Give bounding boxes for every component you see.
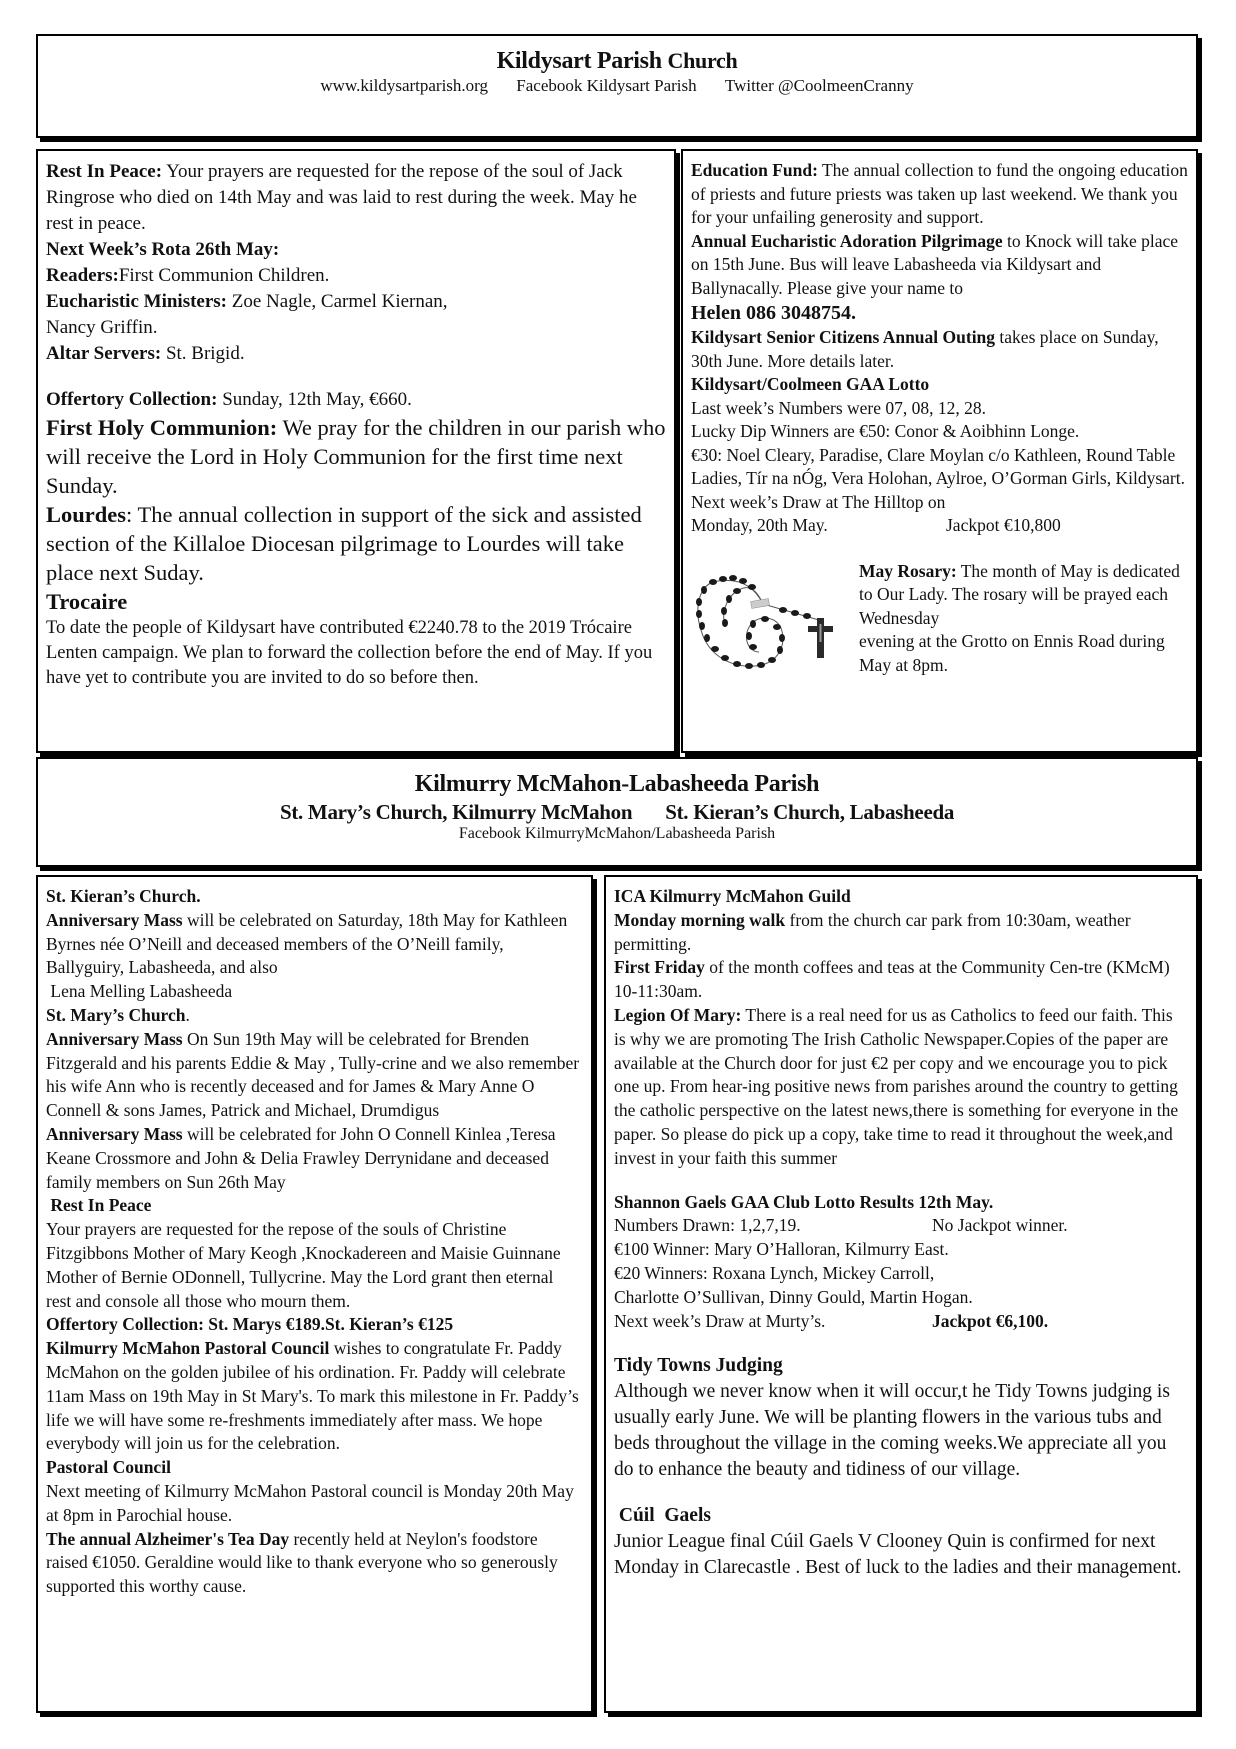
rota-servers: Altar Servers: St. Brigid. <box>46 343 245 364</box>
cuil-gaels-text: Junior League final Cúil Gaels V Clooney Quin is confirmed for next Monday in Clarecastle . Best of luck to the ladies and their management. <box>614 1531 1182 1579</box>
shannon-gaels-next-row: Next week’s Draw at Murty’s. Jackpot €6,100. <box>614 1310 1049 1331</box>
cuil-gaels-title: Cúil Gaels <box>614 1505 711 1527</box>
gaa-lotto-next: Next week’s Draw at The Hilltop on <box>691 491 946 512</box>
no-jackpot: No Jackpot winner. <box>932 1215 1068 1236</box>
gaa-lotto-winners-30: €30: Noel Cleary, Paradise, Clare Moylan c/o Kathleen, Round Table Ladies, Tír na nÓg, Vera Holohan, Aylroe, O’Gorman Girls, Kildysart. <box>691 444 1185 488</box>
twitter-link[interactable]: Twitter @CoolmeenCranny <box>724 76 914 95</box>
rota-readers: Readers:First Communion Children. <box>46 265 330 286</box>
trocaire-text: To date the people of Kildysart have contributed €2240.78 to the 2019 Trócaire Lenten campaign. We plan to forward the collection before the end of May. If you have yet to contribute you are invited to do so before then. <box>46 618 653 688</box>
gaa-lotto-winners: Lucky Dip Winners are €50: Conor & Aoibhinn Longe. <box>691 421 1080 441</box>
trocaire-title: Trocaire <box>46 589 128 614</box>
kildysart-links <box>38 76 1196 96</box>
pastoral-council-jubilee: Kilmurry McMahon Pastoral Council wishes to congratulate Fr. Paddy McMahon on the golden jubilee of his ordination. Fr. Paddy will celebrate 11am Mass on 19th May in St Mary's. To mark this milestone in Fr. Paddy’s life we will have some re-freshments immediately after mass. We hope everybody will join us for the celebration. <box>46 1338 579 1454</box>
rip-notice: Rest In Peace: Your prayers are requested for the repose of the soul of Jack Ringrose who died on 14th May and was laid to rest during the week. May he rest in peace. <box>46 161 637 234</box>
offertory-collection: Offertory Collection: Sunday, 12th May, €660. <box>46 389 412 410</box>
shannon-gaels-20-cont: Charlotte O’Sullivan, Dinny Gould, Martin Hogan. <box>614 1286 973 1307</box>
anniversary-mass-3: Anniversary Mass will be celebrated for John O Connell Kinlea ,Teresa Keane Crossmore and John & Delia Frawley Derrynidane and deceased family members on Sun 26th May <box>46 1123 556 1192</box>
kilmurry-facebook-link[interactable]: Facebook KilmurryMcMahon/Labasheeda Parish <box>458 825 776 842</box>
st-kierans-title: St. Kieran’s Church. <box>46 886 201 906</box>
church-st-kierans: St. Kieran’s Church, Labasheeda <box>665 800 955 824</box>
first-holy-communion: First Holy Communion: We pray for the children in our parish who will receive the Lord in Holy Communion for the first time next Sunday. <box>46 415 666 498</box>
kildysart-header <box>36 34 1198 138</box>
kilmurry-right-column <box>604 875 1198 1713</box>
rosary-icon <box>691 560 851 680</box>
kilmurry-churches <box>38 800 1196 825</box>
anniversary-mass-1-cont: Lena Melling Labasheeda <box>46 981 233 1002</box>
gaa-lotto-date-row: Monday, 20th May. Jackpot €10,800 <box>691 515 1061 535</box>
alzheimers-tea-day: The annual Alzheimer's Tea Day recently held at Neylon's foodstore raised €1050. Geraldine would like to thank everyone who so generously supported this worthy cause. <box>46 1528 558 1597</box>
shannon-gaels-jackpot: Jackpot €6,100. <box>932 1310 1049 1331</box>
gaa-lotto-numbers: Last week’s Numbers were 07, 08, 12, 28. <box>691 397 987 418</box>
kilmurry-left-column <box>36 875 593 1713</box>
kildysart-left-column <box>36 149 676 753</box>
shannon-gaels-100: €100 Winner: Mary O’Halloran, Kilmurry East. <box>614 1239 949 1260</box>
spacer <box>614 1483 1188 1503</box>
rota-ministers: Eucharistic Ministers: Zoe Nagle, Carmel Kiernan, <box>46 291 448 312</box>
may-rosary-text: May Rosary: The month of May is dedicated to Our Lady. The rosary will be prayed each Wednesday evening at the Grotto on Ennis Road during May at 8pm. <box>859 560 1180 675</box>
education-fund: Education Fund: The annual collection to fund the ongoing education of priests and future priests was taken up last weekend. We thank you for your unfailing generosity and support. <box>691 160 1188 227</box>
spacer <box>614 1171 1188 1191</box>
kilmurry-header <box>36 757 1198 867</box>
knock-pilgrimage: Annual Eucharistic Adoration Pilgrimage to Knock will take place on 15th June. Bus will leave Labasheeda via Kildysart and Ballynacally. Please give your name to <box>691 230 1179 298</box>
church-st-marys: St. Mary’s Church, Kilmurry McMahon <box>279 800 633 824</box>
tidy-towns-title: Tidy Towns Judging <box>614 1355 783 1377</box>
anniversary-mass-1: Anniversary Mass will be celebrated on Saturday, 18th May for Kathleen Byrnes née O’Neill and deceased members of the O’Neill family, Ballyguiry, Labasheeda, and also <box>46 909 568 978</box>
spacer <box>46 367 666 387</box>
rip-text: Your prayers are requested for the repose of the souls of Christine Fitzgibbons Mother of Mary Keogh ,Knockadereen and Maisie Guinnane Mother of Bernie ODonnell, Tullycrine. May the Lord grant then eternal rest and console all those who mourn them. <box>46 1219 561 1311</box>
rota-ministers-cont: Nancy Griffin. <box>46 317 158 338</box>
spacer <box>614 1333 1188 1353</box>
rota-title: Next Week’s Rota 26th May: <box>46 239 280 260</box>
tidy-towns-text: Although we never know when it will occur,t he Tidy Towns judging is usually early June. We will be planting flowers in the various tubs and beds throughout the village in the coming weeks.We appreciate all you do to enhance the beauty and tidiness of our village. <box>614 1381 1170 1481</box>
kildysart-title <box>38 48 1196 75</box>
may-rosary <box>691 560 1188 680</box>
offertory-collection-kilmurry: Offertory Collection: St. Marys €189.St. Kieran’s €125 <box>46 1314 454 1335</box>
kildysart-right-column <box>681 149 1198 753</box>
lourdes-notice: Lourdes: The annual collection in support of the sick and assisted section of the Killaloe Diocesan pilgrimage to Lourdes will take place next Suday. <box>46 502 642 585</box>
shannon-gaels-title: Shannon Gaels GAA Club Lotto Results 12th May. <box>614 1191 994 1212</box>
anniversary-mass-2: Anniversary Mass On Sun 19th May will be celebrated for Brenden Fitzgerald and his parents Eddie & May , Tully-crine and we also remember his wife Ann who is recently deceased and for James & Mary Anne O Connell & sons James, Patrick and Michael, Drumdigus <box>46 1028 580 1121</box>
rip-title: Rest In Peace <box>46 1195 152 1216</box>
title-tail: Church <box>667 48 738 73</box>
shannon-gaels-20: €20 Winners: Roxana Lynch, Mickey Carroll, <box>614 1262 935 1283</box>
shannon-gaels-numbers-row: Numbers Drawn: 1,2,7,19. No Jackpot winner. <box>614 1215 1068 1236</box>
kilmurry-title: Kilmurry McMahon-Labasheeda Parish <box>414 771 820 797</box>
legion-of-mary: Legion Of Mary: There is a real need for us as Catholics to feed our faith. This is why we are promoting The Irish Catholic Newspaper.Copies of the paper are available at the Church door for just €2 per copy and we encourage you to pick one up. From hear-ing positive news from parishes around the country to getting the catholic perspective on the latest news,there is something for everyone in the paper. So please do pick up a copy, take time to read it throughout the week,and invest in your faith this summer <box>614 1004 1179 1168</box>
facebook-link[interactable]: Facebook Kildysart Parish <box>516 76 697 95</box>
pastoral-council-title: Pastoral Council <box>46 1457 171 1478</box>
st-marys-title: St. Mary’s Church. <box>46 1004 190 1025</box>
ica-title: ICA Kilmurry McMahon Guild <box>614 886 851 906</box>
senior-outing: Kildysart Senior Citizens Annual Outing takes place on Sunday, 30th June. More details later. <box>691 327 1159 371</box>
website-link[interactable]: www.kildysartparish.org <box>320 76 489 95</box>
monday-walk: Monday morning walk from the church car park from 10:30am, weather permitting. <box>614 909 1131 954</box>
pastoral-council-text: Next meeting of Kilmurry McMahon Pastoral council is Monday 20th May at 8pm in Parochial house. <box>46 1480 574 1525</box>
gaa-lotto-jackpot: Jackpot €10,800 <box>946 515 1061 535</box>
title-main: Kildysart Parish <box>496 48 662 74</box>
pilgrimage-contact: Helen 086 3048754. <box>691 302 856 324</box>
first-friday: First Friday of the month coffees and teas at the Community Cen-tre (KMcM) 10-11:30am. <box>614 957 1170 1002</box>
gaa-lotto-title: Kildysart/Coolmeen GAA Lotto <box>691 374 930 394</box>
